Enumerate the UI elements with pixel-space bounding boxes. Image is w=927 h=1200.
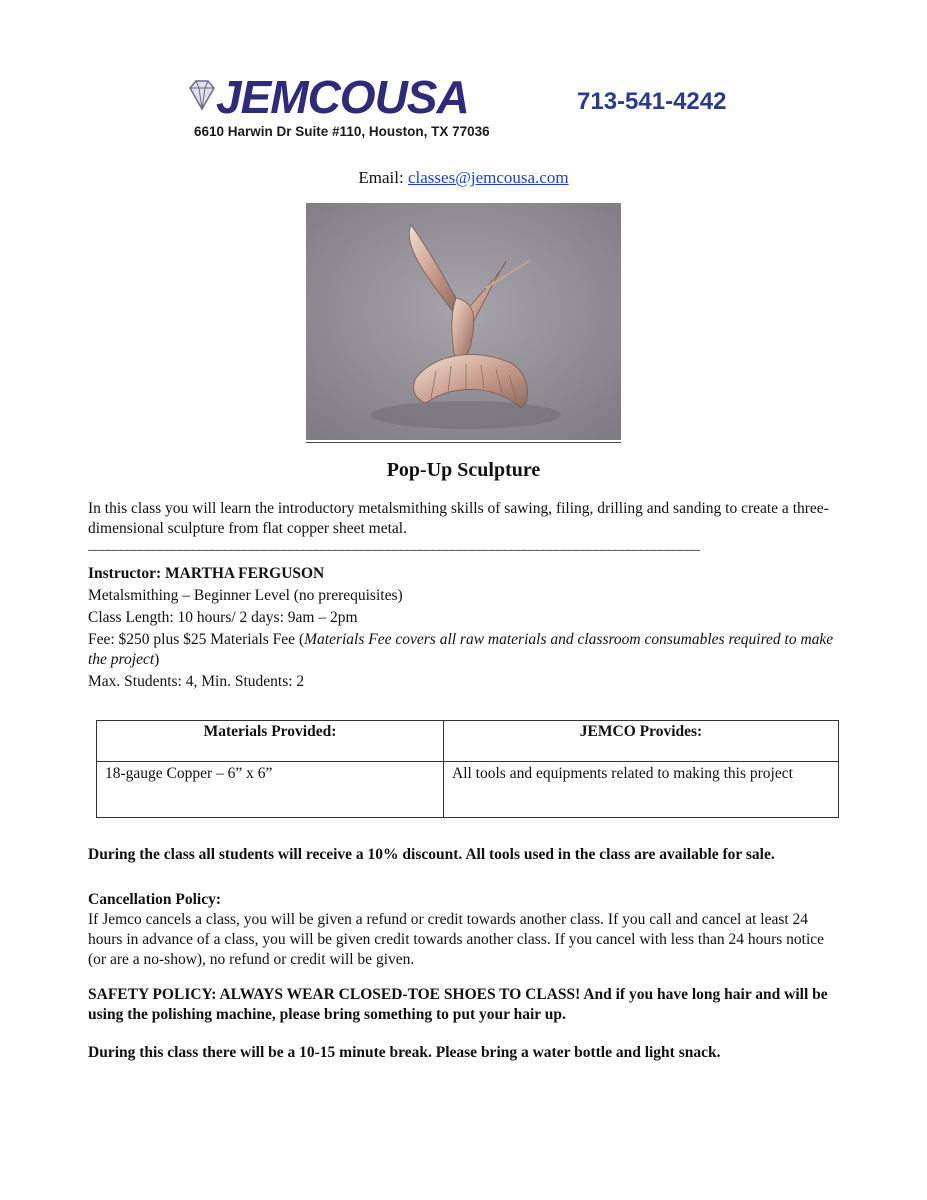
table-cell: 18-gauge Copper – 6” x 6” [97,762,444,818]
safety-policy: SAFETY POLICY: ALWAYS WEAR CLOSED-TOE SHOES TO CLASS! And if you have long hair and will be using the polishing machine, please bring something to put your hair up. [88,986,828,1023]
class-title: Pop-Up Sculpture [386,459,541,481]
section-divider: ______________________________________________________________________________________________ [88,537,699,553]
cancellation-text: If Jemco cancels a class, you will be given a refund or credit towards another class. If you call and cancel at least 24 hours in advance of a class, you will be given credit towards another class. If you cancel with less than 24 hours notice (or are a no-show), no refund or credit will be given. [88,911,825,968]
diamond-icon [186,78,218,112]
table-header-jemco: JEMCO Provides: [444,721,839,762]
table-header-row [97,721,839,762]
cancellation-policy [88,890,840,970]
fee-note: Materials Fee covers all raw materials and classroom consumables required to make the project [88,631,834,668]
cancellation-heading: Cancellation Policy: [88,891,222,908]
company-logo [186,71,516,146]
class-details [88,564,848,694]
fee-main: Fee: $250 plus $25 Materials Fee ( [88,631,305,648]
level-line: Metalsmithing – Beginner Level (no prerequisites) [88,587,403,604]
students-line: Max. Students: 4, Min. Students: 2 [88,673,305,690]
table-cell: All tools and equipments related to making this project [444,762,839,818]
materials-table [96,720,839,818]
length-line: Class Length: 10 hours/ 2 days: 9am – 2pm [88,609,358,626]
break-note: During this class there will be a 10-15 minute break. Please bring a water bottle and light snack. [88,1044,721,1061]
fee-close: ) [154,651,160,668]
instructor-line: Instructor: MARTHA FERGUSON [88,565,325,582]
class-description: In this class you will learn the introductory metalsmithing skills of sawing, filing, drilling and sanding to create a three-dimensional sculpture from flat copper sheet metal. [88,500,829,537]
email-label: Email: [358,168,408,187]
phone-number: 713-541-4242 [577,88,727,115]
email-line [0,168,927,188]
discount-note: During the class all students will receive a 10% discount. All tools used in the class are available for sale. [88,846,775,863]
fee-line [88,630,840,670]
hummingbird-sculpture-photo [306,203,621,440]
email-link[interactable]: classes@jemcousa.com [407,168,569,187]
company-address: 6610 Harwin Dr Suite #110, Houston, TX 77036 [194,124,490,139]
brand-name: JEMCOUSA [216,71,469,123]
table-header-materials: Materials Provided: [97,721,444,762]
table-row [97,762,839,818]
photo-underline [306,442,621,443]
